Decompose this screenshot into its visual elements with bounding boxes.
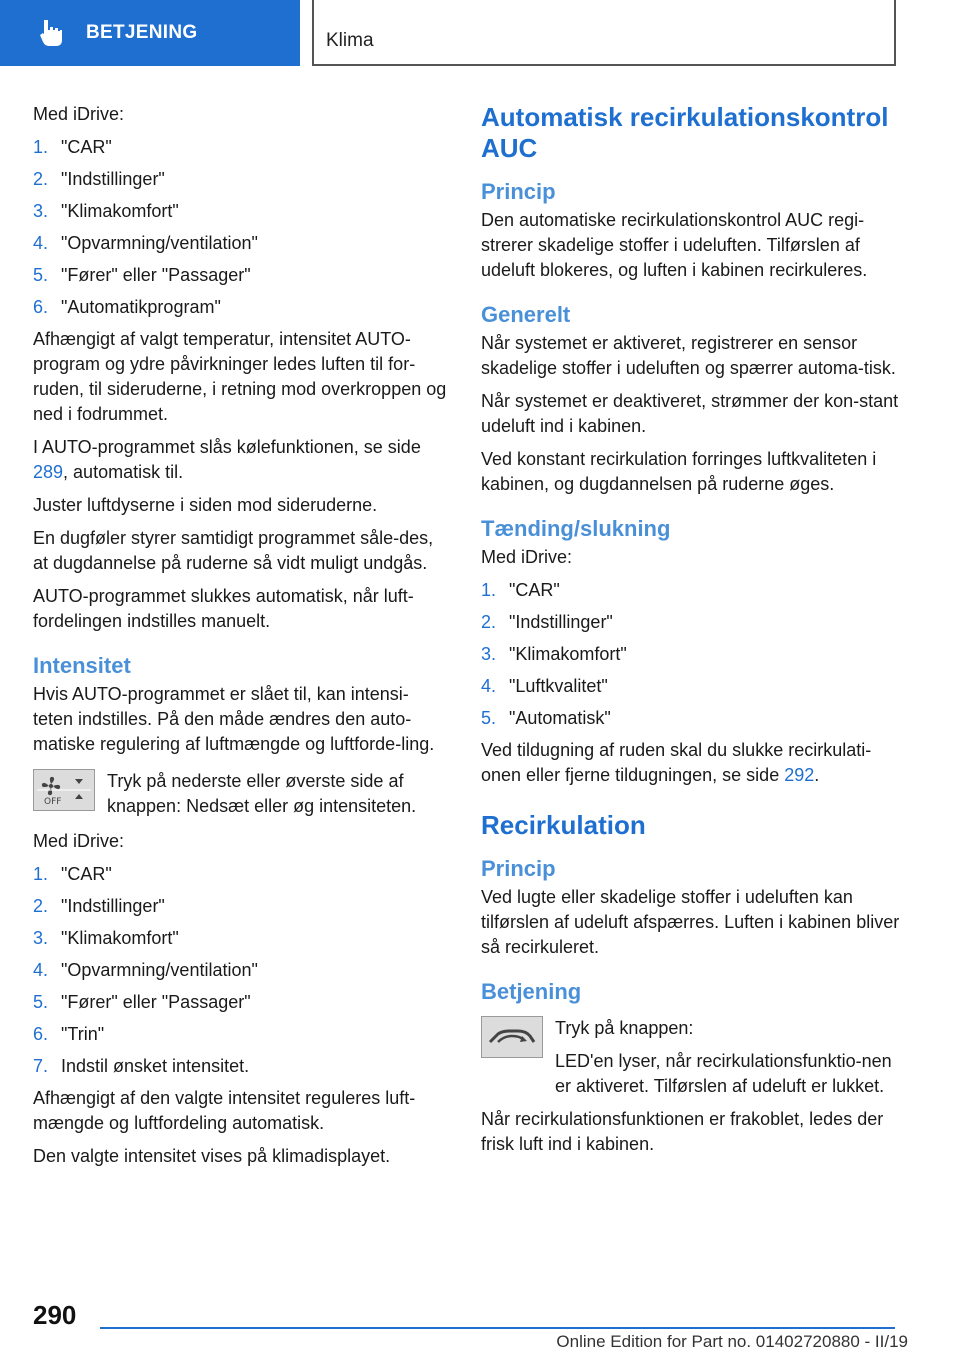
fan-icon xyxy=(35,771,93,809)
list-item xyxy=(33,1054,448,1079)
idrive-steps-list xyxy=(481,578,901,731)
list-item-text: "Automatisk" xyxy=(509,708,611,728)
page-link-289[interactable]: 289 xyxy=(33,462,64,482)
list-item-text: "Opvarmning/ventilation" xyxy=(61,960,258,980)
heading-recirkulation: Recirkulation xyxy=(481,810,646,840)
list-item xyxy=(33,894,448,919)
list-item xyxy=(33,167,448,192)
heading-princip: Princip xyxy=(481,856,556,881)
heading-betjening: Betjening xyxy=(481,979,582,1004)
list-item-text: "CAR" xyxy=(61,137,112,157)
paragraph: Med iDrive: xyxy=(33,104,125,124)
paragraph: En dugføler styrer samtidigt programmet såle-des, at dugdannelse på ruderne så vidt muligt undgås. xyxy=(33,528,434,573)
paragraph: Når recirkulationsfunktionen er frakoblet, ledes der frisk luft ind i kabinen. xyxy=(481,1109,884,1154)
list-item-number: 5. xyxy=(33,992,49,1012)
list-item xyxy=(33,135,448,160)
heading-princip: Princip xyxy=(481,179,556,204)
list-item xyxy=(481,674,901,699)
paragraph: Den automatiske recirkulationskontrol AUC regi-strerer skadelige stoffer i udeluften. Tilførslen af udeluft blokeres, og luften i kabinen recirkuleres. xyxy=(481,210,868,280)
list-item-number: 1. xyxy=(481,580,497,600)
list-item-text: "Indstillinger" xyxy=(61,896,165,916)
list-item xyxy=(33,862,448,887)
idrive-steps-list xyxy=(33,862,448,1079)
section-label: BETJENING xyxy=(86,22,198,43)
list-item-text: "Klimakomfort" xyxy=(509,644,627,664)
page-number: 290 xyxy=(33,1300,77,1330)
list-item xyxy=(33,199,448,224)
button-description: Tryk på nederste eller øverste side af knappen: Nedsæt eller øg intensiteten. xyxy=(107,771,417,816)
heading-generelt: Generelt xyxy=(481,302,571,327)
list-item-number: 2. xyxy=(33,896,49,916)
paragraph: Når systemet er aktiveret, registrerer en sensor skadelige stoffer i udeluften og spærrer automa-tisk. xyxy=(481,333,896,378)
paragraph: Ved konstant recirkulation forringes luftkvaliteten i kabinen, og dugdannelsen på ruderne øges. xyxy=(481,449,877,494)
page-link-292[interactable]: 292 xyxy=(784,765,815,785)
list-item-number: 5. xyxy=(33,265,49,285)
svg-text:OFF: OFF xyxy=(44,797,62,807)
list-item xyxy=(481,610,901,635)
paragraph: Tryk på knappen: xyxy=(555,1018,694,1038)
paragraph: I AUTO-programmet slås kølefunktionen, se side 289, automatisk til. xyxy=(33,437,421,482)
intensity-button-block xyxy=(33,769,448,819)
paragraph: Juster luftdyserne i siden mod sideruderne. xyxy=(33,495,378,515)
edition-note: Online Edition for Part no. 01402720880 - II/19 xyxy=(556,1332,908,1351)
list-item-number: 1. xyxy=(33,864,49,884)
list-item-text: "Indstillinger" xyxy=(61,169,165,189)
footer-divider xyxy=(100,1327,895,1329)
list-item-number: 4. xyxy=(33,233,49,253)
list-item xyxy=(33,958,448,983)
paragraph: Afhængigt af den valgte intensitet reguleres luft-mængde og luftfordeling automatisk. xyxy=(33,1088,416,1133)
chapter-title: Klima xyxy=(326,30,374,51)
list-item-text: "CAR" xyxy=(509,580,560,600)
list-item xyxy=(33,263,448,288)
paragraph: Med iDrive: xyxy=(481,547,573,567)
list-item-text: "Trin" xyxy=(61,1024,105,1044)
paragraph: Med iDrive: xyxy=(33,831,125,851)
list-item-text: "Indstillinger" xyxy=(509,612,613,632)
list-item xyxy=(33,926,448,951)
list-item-number: 3. xyxy=(33,201,49,221)
heading-taending: Tænding/slukning xyxy=(481,516,671,541)
list-item xyxy=(481,706,901,731)
list-item-text: "Automatikprogram" xyxy=(61,297,221,317)
heading-intensitet: Intensitet xyxy=(33,653,131,678)
list-item-text: "Luftkvalitet" xyxy=(509,676,608,696)
list-item-text: Indstil ønsket intensitet. xyxy=(61,1056,250,1076)
right-column xyxy=(481,102,901,1165)
paragraph: Ved tildugning af ruden skal du slukke recirkulati-onen eller fjerne tildugningen, se side 292. xyxy=(481,740,872,785)
heading-auc: Automatisk recirkulationskontrol AUC xyxy=(481,102,889,163)
paragraph: Afhængigt af valgt temperatur, intensitet AUTO-program og ydre påvirkninger ledes luften til for-ruden, til sideruderne, i retning mod overkroppen og ned i fodrummet. xyxy=(33,329,447,424)
paragraph: Ved lugte eller skadelige stoffer i udeluften kan tilførslen af udeluft afspærres. Luften i kabinen bliver så recirkuleret. xyxy=(481,887,900,957)
list-item xyxy=(33,990,448,1015)
chapter-header xyxy=(312,0,896,66)
recirculation-car-icon xyxy=(484,1022,540,1052)
list-item xyxy=(481,578,901,603)
list-item-number: 1. xyxy=(33,137,49,157)
recirculation-button-block xyxy=(481,1016,901,1099)
hand-pointer-icon xyxy=(38,18,64,48)
paragraph: LED'en lyser, når recirkulationsfunktio-nen er aktiveret. Tilførslen af udeluft er lukket. xyxy=(555,1051,892,1096)
list-item-number: 3. xyxy=(33,928,49,948)
left-column xyxy=(33,102,448,1177)
list-item-text: "Klimakomfort" xyxy=(61,928,179,948)
list-item-number: 5. xyxy=(481,708,497,728)
paragraph: AUTO-programmet slukkes automatisk, når luft-fordelingen indstilles manuelt. xyxy=(33,586,414,631)
fan-intensity-button-image xyxy=(33,769,95,811)
list-item-text: "Fører" eller "Passager" xyxy=(61,992,251,1012)
recirculation-button-image xyxy=(481,1016,543,1058)
list-item xyxy=(481,642,901,667)
list-item-number: 6. xyxy=(33,297,49,317)
list-item-number: 3. xyxy=(481,644,497,664)
list-item xyxy=(33,1022,448,1047)
paragraph: Når systemet er deaktiveret, strømmer der kon-stant udeluft ind i kabinen. xyxy=(481,391,899,436)
list-item-number: 6. xyxy=(33,1024,49,1044)
list-item-text: "Klimakomfort" xyxy=(61,201,179,221)
paragraph: Hvis AUTO-programmet er slået til, kan intensi-teten indstilles. På den måde ændres den auto-matiske regulering af luftmængde og luftforde-ling. xyxy=(33,684,435,754)
list-item-number: 4. xyxy=(481,676,497,696)
list-item-number: 7. xyxy=(33,1056,49,1076)
list-item-text: "Fører" eller "Passager" xyxy=(61,265,251,285)
idrive-steps-list xyxy=(33,135,448,320)
section-tab xyxy=(0,0,300,66)
list-item-number: 2. xyxy=(33,169,49,189)
list-item-text: "CAR" xyxy=(61,864,112,884)
list-item-text: "Opvarmning/ventilation" xyxy=(61,233,258,253)
list-item xyxy=(33,231,448,256)
list-item xyxy=(33,295,448,320)
paragraph: Den valgte intensitet vises på klimadisplayet. xyxy=(33,1146,391,1166)
list-item-number: 4. xyxy=(33,960,49,980)
list-item-number: 2. xyxy=(481,612,497,632)
